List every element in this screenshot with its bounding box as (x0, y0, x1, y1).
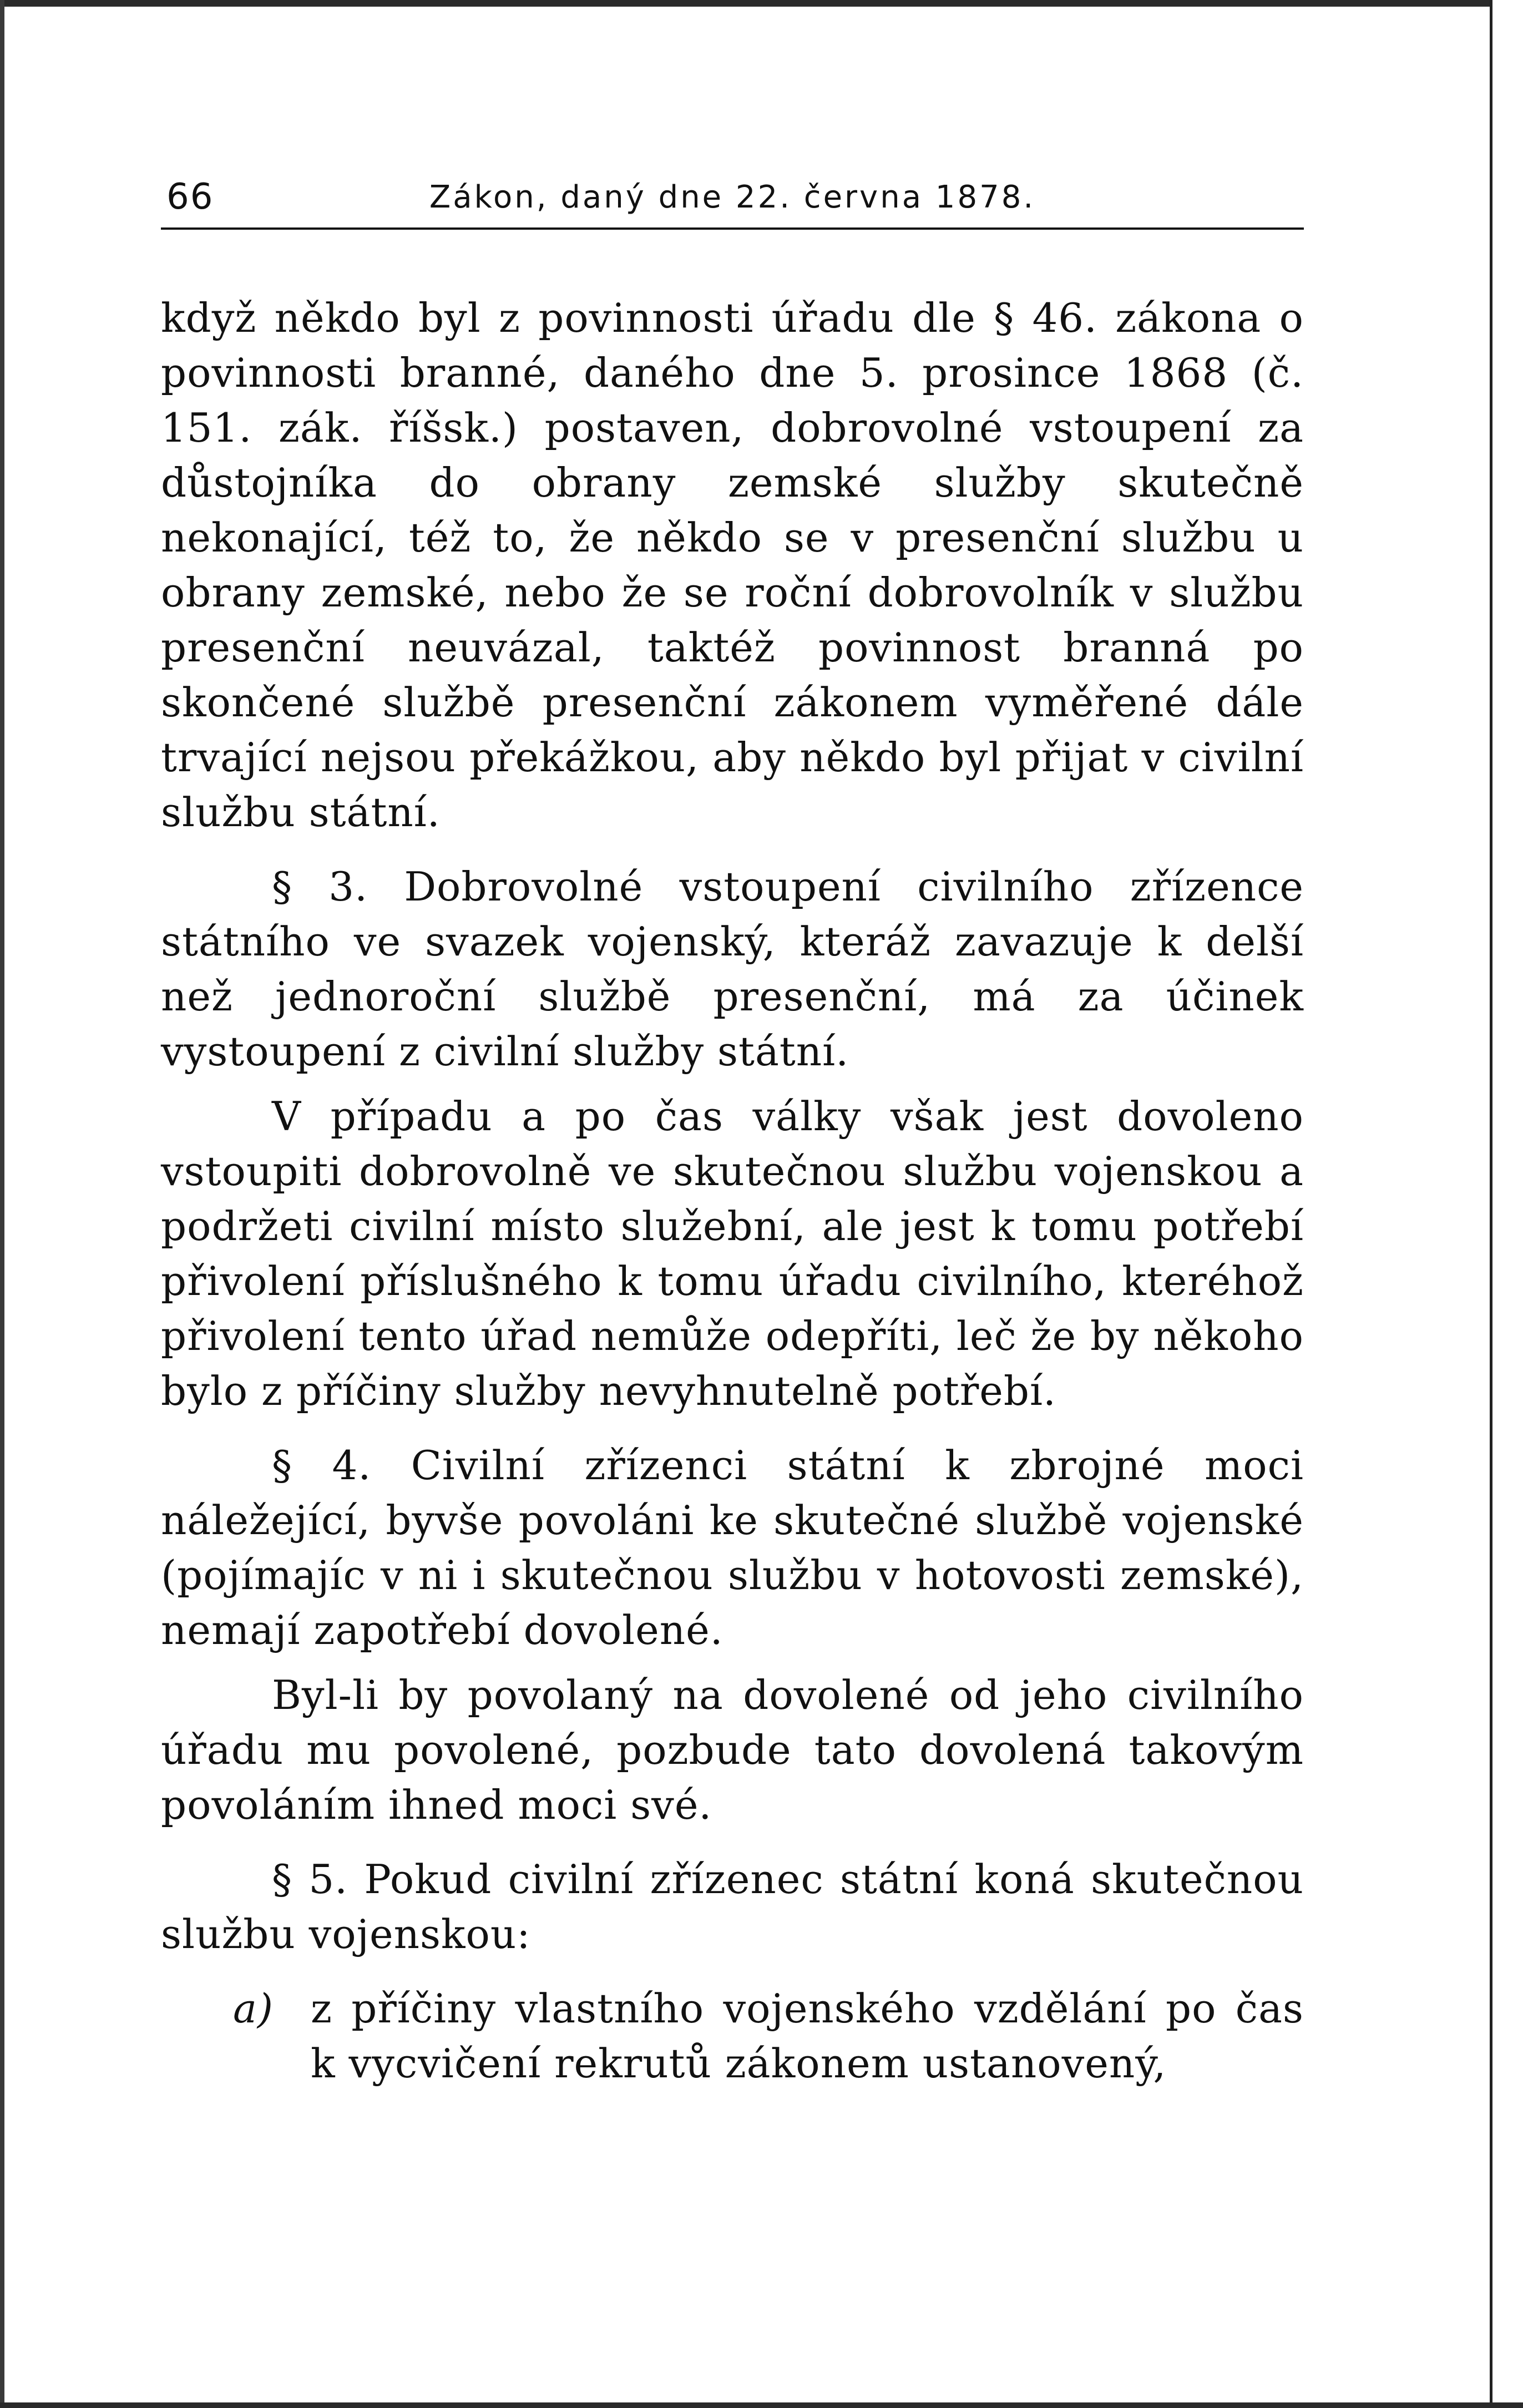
running-head: Zákon, daný dne 22. června 1878. (429, 179, 1036, 215)
scan-edge-bottom (0, 2402, 1523, 2408)
page-number: 66 (166, 176, 214, 217)
list-item-text: z příčiny vlastního vojenského vzdělání po čas k vycvičení rekrutů zákonem ustanovený, (311, 1985, 1304, 2087)
page-body (161, 291, 1304, 2091)
list-item (161, 1981, 1304, 2091)
book-page (161, 166, 1304, 2091)
scan-edge-right (1490, 0, 1523, 2408)
scan-edge-top (0, 0, 1523, 7)
paragraph-continuation: když někdo byl z povinnosti úřadu dle § 46. zákona o povinnosti branné, daného dne 5. prosince 1868 (č. 151. zák. říšsk.) postaven, dobrovolné vstoupení za důstojníka do obrany zemské služby skutečně nekonající, též to, že někdo se v presenční službu u obrany zemské, nebo že se roční dobrovolník v službu presenční neuvázal, taktéž povinnost branná po skončené službě presenční zákonem vyměřené dále trvající nejsou překážkou, aby někdo byl přijat v civilní službu státní. (161, 295, 1304, 836)
paragraph-section-5: § 5. Pokud civilní zřízenec státní koná skutečnou službu vojenskou: (161, 1856, 1304, 1957)
scan-edge-left (0, 0, 4, 2408)
page-header (161, 166, 1304, 230)
paragraph-war-exception: V případu a po čas války však jest dovoleno vstoupiti dobrovolně ve skutečnou službu vojenskou a podržeti civilní místo služební, ale jest k tomu potřebí přivolení příslušného k tomu úřadu civilního, kteréhož přivolení tento úřad nemůže odepříti, leč že by někoho bylo z příčiny služby nevyhnutelně potřebí. (161, 1093, 1304, 1414)
paragraph-section-4: § 4. Civilní zřízenci státní k zbrojné moci náležející, byvše povoláni ke skutečné službě vojenské (pojímajíc v ni i skutečnou službu v hotovosti zemské), nemají zapotřebí dovolené. (161, 1442, 1304, 1653)
paragraph-leave: Byl-li by povolaný na dovolené od jeho civilního úřadu mu povolené, pozbude tato dovolená takovým povoláním ihned moci své. (161, 1672, 1304, 1828)
list-marker: a) (233, 1985, 274, 2032)
paragraph-section-3: § 3. Dobrovolné vstoupení civilního zřízence státního ve svazek vojenský, kteráž zavazuje k delší než jednoroční službě presenční, má za účinek vystoupení z civilní služby státní. (161, 863, 1304, 1075)
